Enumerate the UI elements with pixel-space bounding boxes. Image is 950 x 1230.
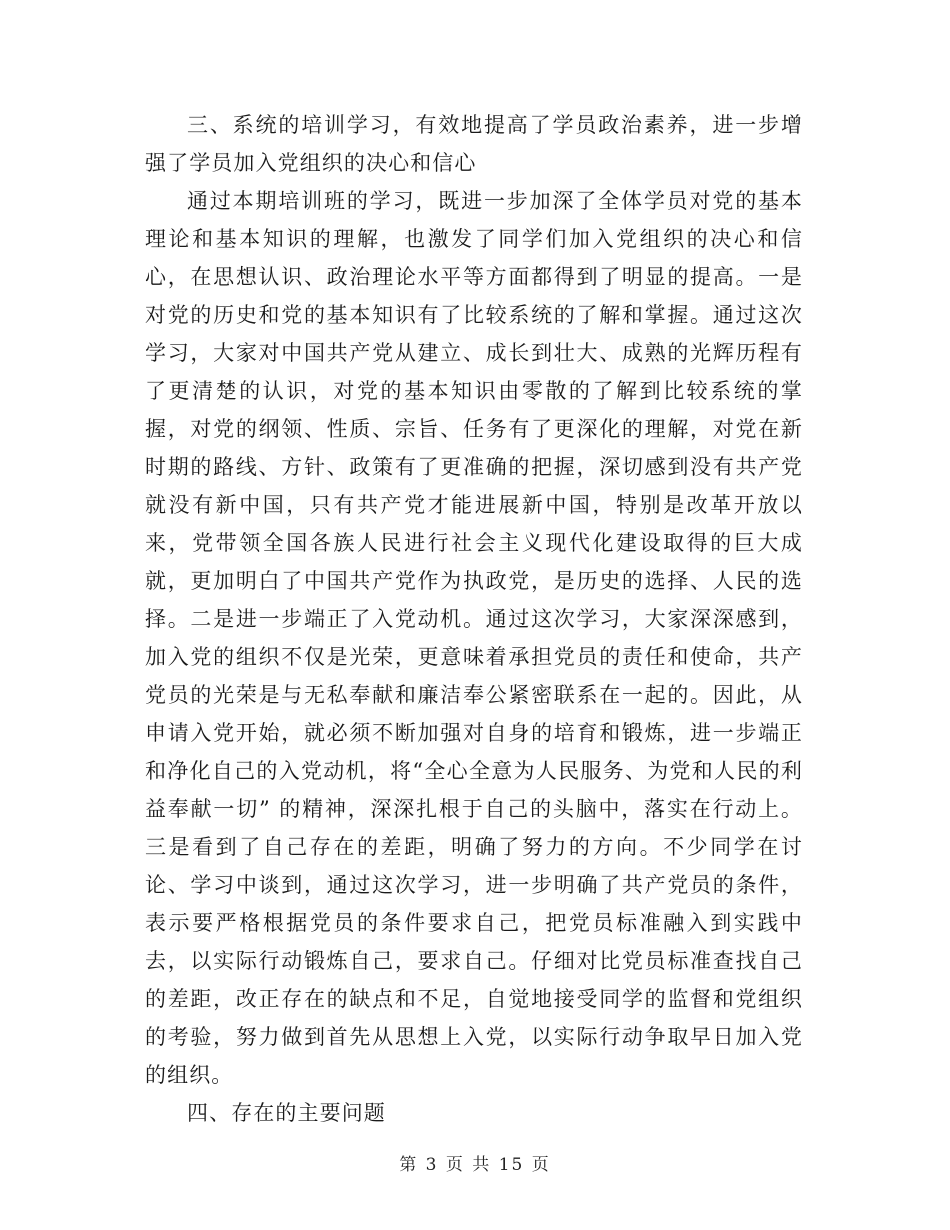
section-4-heading: 四、存在的主要问题 — [187, 1101, 386, 1125]
section-3-paragraph: 通过本期培训班的学习，既进一步加深了全体学员对党的基本理论和基本知识的理解，也激发了同学们加入党组织的决心和信心，在思想认识、政治理论水平等方面都得到了明显的提高。一是对党的历史和党的基本知识有了比较系统的了解和掌握。通过这次学习，大家对中国共产党从建立、成长到壮大、成熟的光辉历程有了更清楚的认识，对党的基本知识由零散的了解到比较系统的掌握，对党的纲领、性质、宗旨、任务有了更深化的理解，对党在新时期的路线、方针、政策有了更准确的把握，深切感到没有共产党就没有新中国，只有共产党才能进展新中国，特别是改革开放以来，党带领全国各族人民进行社会主义现代化建设取得的巨大成就，更加明白了中国共产党作为执政党，是历史的选择、人民的选择。二是进一步端正了入党动机。通过这次学习，大家深深感到，加入党的组织不仅是光荣，更意味着承担党员的责任和使命，共产党员的光荣是与无私奉献和廉洁奉公紧密联系在一起的。因此，从申请入党开始，就必须不断加强对自身的培育和锻炼，进一步端正和净化自己的入党动机，将“全心全意为人民服务、为党和人民的利益奉献一切” 的精神，深深扎根于自己的头脑中，落实在行动上。三是看到了自己存在的差距，明确了努力的方向。不少同学在讨论、学习中谈到，通过这次学习，进一步明确了共产党员的条件，表示要严格根据党员的条件要求自己，把党员标准融入到实践中去，以实际行动锻炼自己，要求自己。仔细对比党员标准查找自己的差距，改正存在的缺点和不足，自觉地接受同学的监督和党组织的考验，努力做到首先从思想上入党，以实际行动争取早日加入党的组织。 — [145, 189, 803, 1087]
document-body — [145, 106, 803, 1132]
section-3-heading: 三、系统的培训学习，有效地提高了学员政治素养，进一步增强了学员加入党组织的决心和信心 — [145, 113, 803, 175]
page-number-footer: 第 3 页 共 15 页 — [399, 1155, 551, 1175]
